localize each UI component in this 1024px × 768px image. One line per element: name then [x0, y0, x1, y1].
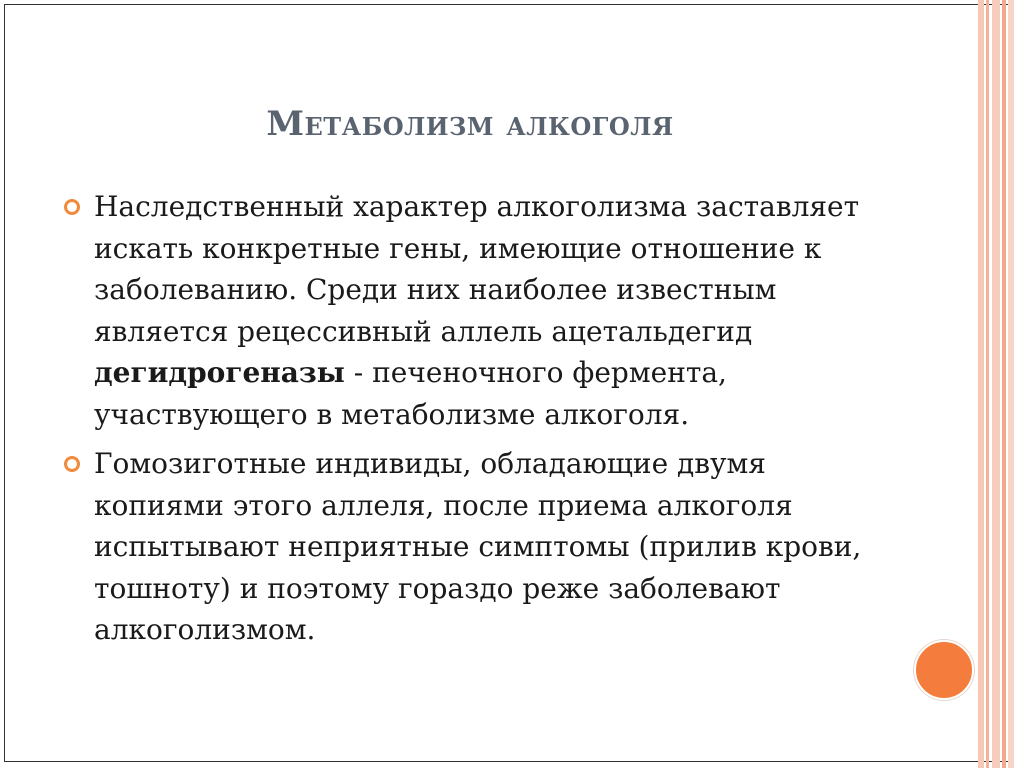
- bullet-item-homozygous: [60, 443, 880, 651]
- decorative-stripe: [978, 0, 984, 768]
- decorative-stripe: [1002, 0, 1006, 768]
- ring-bullet-icon: [64, 456, 80, 472]
- decorative-stripe: [992, 0, 1000, 768]
- orange-circle-icon: [914, 640, 974, 700]
- bullet-text: Гомозиготные индивиды, обладающие двумя копиями этого аллеля, после приема алкоголя испытывают неприятные симптомы (прилив крови, тошноту) и поэтому гораздо реже заболевают алкоголизмом.: [94, 447, 862, 646]
- bullet-item-heredity: [60, 186, 880, 435]
- decorative-stripe: [1008, 0, 1014, 768]
- bullet-list: [60, 186, 880, 659]
- bullet-text: Наследственный характер алкоголизма заставляет искать конкретные гены, имеющие отношение к заболеванию. Среди них наиболее известным является рецессивный аллель ацетальдегид: [94, 190, 860, 348]
- bold-term: дегидрогеназы: [94, 356, 345, 389]
- ring-bullet-icon: [64, 199, 80, 215]
- decorative-stripe: [986, 0, 989, 768]
- bullet-text: - печеночного фермента, участвующего в метаболизме алкоголя.: [94, 356, 727, 431]
- slide-title: Метаболизм алкоголя: [266, 104, 674, 144]
